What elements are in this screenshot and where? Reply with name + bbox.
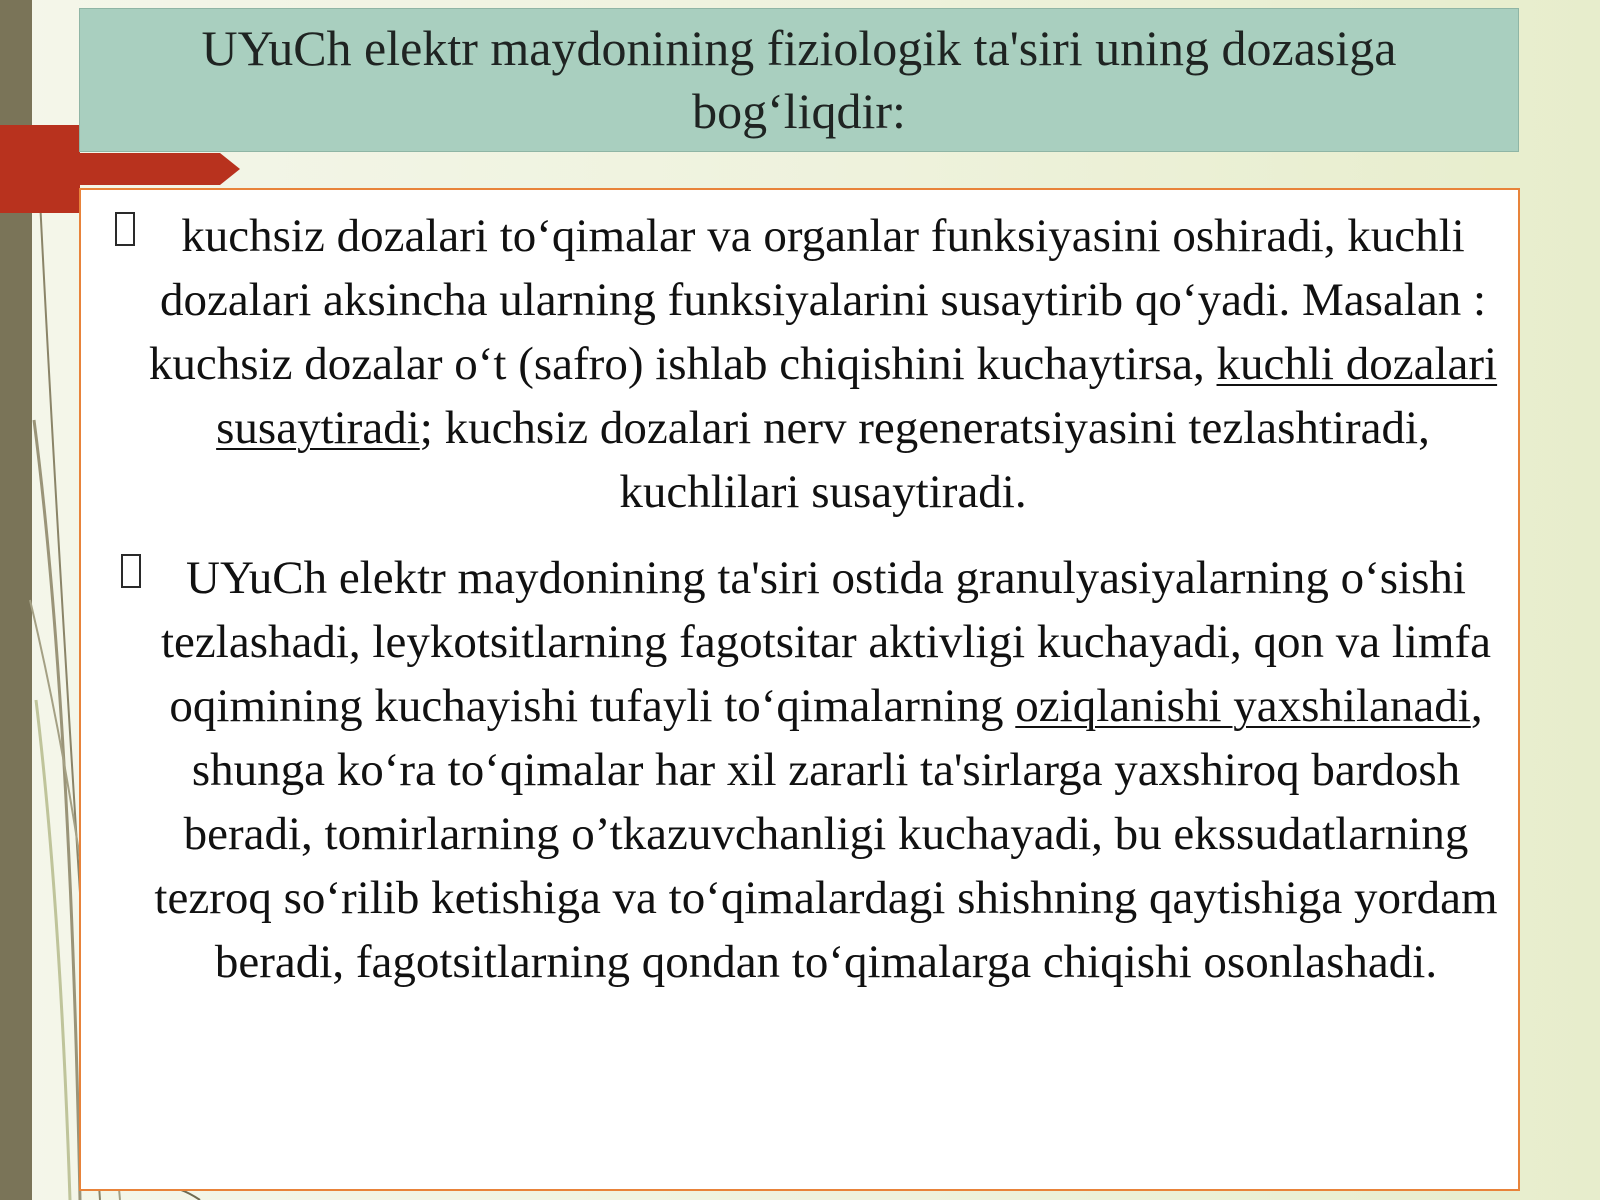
bullet-item [115, 204, 1505, 524]
bullet-item [121, 546, 1505, 994]
content-box [79, 188, 1520, 1191]
slide-title: UYuCh elektr maydonining fiziologik ta'siri uning dozasiga bog‘liqdir: [201, 20, 1397, 139]
title-banner [79, 8, 1519, 152]
bullet-text-part: UYuCh elektr maydonining ta'siri ostida granulyasiyalarning o‘sishi tezlashadi, leykotsitlarning fagotsitar aktivligi kuchayadi, qon va limfa oqimining kuchayishi tufayli to‘qimalarning [161, 552, 1491, 732]
underlined-phrase: oziqlanishi yaxshilanadi [1015, 680, 1471, 732]
bullet-glyph-icon [121, 554, 141, 588]
bullet-text-part: , shunga ko‘ra to‘qimalar har xil zararli ta'sirlarga yaxshiroq bardosh beradi, tomirlarning o’tkazuvchanligi kuchayadi, bu ekssudatlarning tezroq so‘rilib ketishiga va to‘qimalardagi shishning qaytishiga yordam beradi, fagotsitlarning qondan to‘qimalarga chiqishi osonlashadi. [154, 680, 1498, 988]
bullet-text-part: ; kuchsiz dozalari nerv regeneratsiyasini tezlashtiradi, kuchlilari susaytiradi. [419, 402, 1430, 518]
bullet-text [141, 204, 1505, 524]
bullet-glyph-icon [115, 212, 135, 246]
bullet-text [147, 546, 1505, 994]
underlined-phrase: kuchli dozalari susaytiradi [216, 338, 1498, 454]
bullet-text-part: kuchsiz dozalari to‘qimalar va organlar funksiyasini oshiradi, kuchli dozalari aksincha ularning funksiyalarini susaytirib qo‘yadi. Masalan : kuchsiz dozalar o‘t (safro) ishlab chiqishini kuchaytirsa, [148, 210, 1487, 390]
